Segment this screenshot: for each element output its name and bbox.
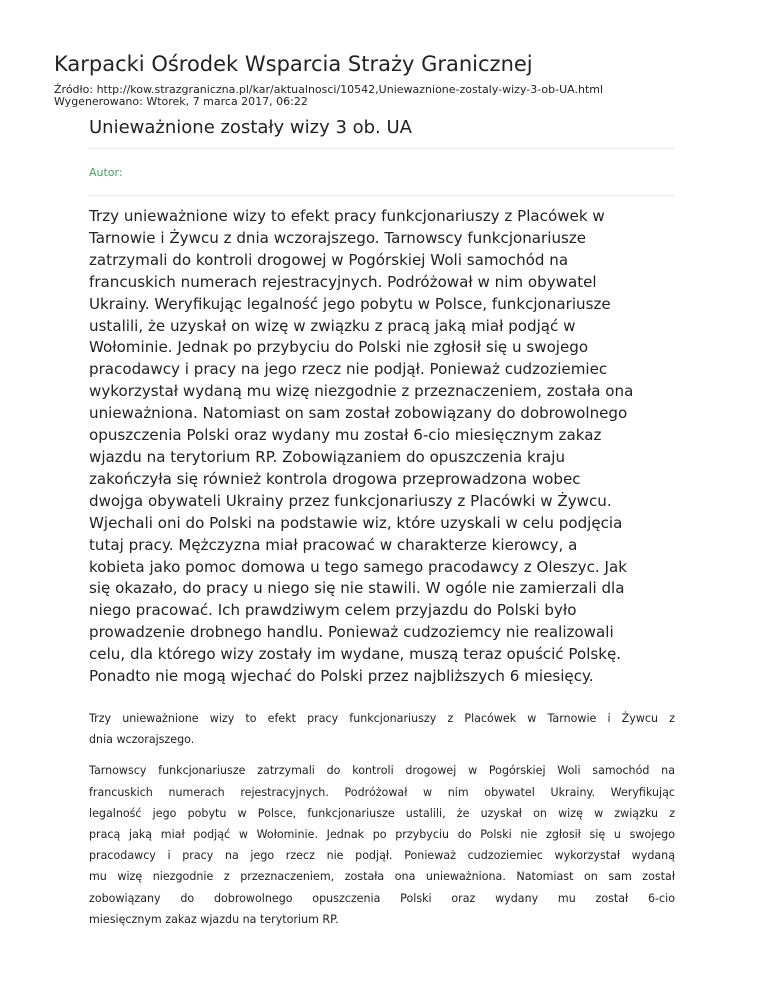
document-meta xyxy=(54,84,603,108)
author-label: Autor: xyxy=(89,165,123,179)
paragraph-2-line: pracą jaką miał podjąć w Wołominie. Jednak po przybyciu do Polski nie zgłosił się u swojego xyxy=(89,827,675,841)
lead-line: francuskich numerach rejestracyjnych. Podróżował w nim obywatel xyxy=(89,272,597,291)
lead-line: Tarnowie i Żywcu z dnia wczorajszego. Tarnowscy funkcjonariusze xyxy=(89,228,587,247)
article xyxy=(89,116,675,930)
paragraph-2-line: pracodawcy i pracy na jego rzecz nie podjął. Ponieważ cudzoziemiec wykorzystał wydaną xyxy=(89,849,675,863)
paragraph-2-line: Tarnowscy funkcjonariusze zatrzymali do kontroli drogowej w Pogórskiej Woli samochód na xyxy=(89,764,675,778)
article-paragraph-1 xyxy=(89,708,675,750)
lead-line: kobieta jako pomoc domowa u tego samego pracodawcy z Oleszyc. Jak xyxy=(89,557,627,576)
source-line: Źródło: http://kow.strazgraniczna.pl/kar/aktualnosci/10542,Uniewaznione-zostaly-wizy-3-ob-UA.html xyxy=(54,83,604,96)
paragraph-1-line: Trzy unieważnione wizy to efekt pracy funkcjonariuszy z Placówek w Tarnowie i Żywcu z xyxy=(89,711,675,725)
lead-line: zakończyła się również kontrola drogowa przeprowadzona wobec xyxy=(89,469,581,488)
site-title: Karpacki Ośrodek Wsparcia Straży Granicznej xyxy=(54,52,533,76)
generated-line: Wygenerowano: Wtorek, 7 marca 2017, 06:22 xyxy=(54,95,308,108)
lead-line: ustalili, że uzyskał on wizę w związku z pracą jaką miał podjąć w xyxy=(89,316,576,335)
lead-line: niego pracować. Ich prawdziwym celem przyjazdu do Polski było xyxy=(89,601,577,620)
lead-line: zatrzymali do kontroli drogowej w Pogórskiej Woli samochód na xyxy=(89,250,569,269)
article-paragraph-2 xyxy=(89,760,675,930)
paragraph-2-line: francuskich numerach rejestracyjnych. Podróżował w nim obywatel Ukrainy. Weryfikując xyxy=(89,785,675,799)
lead-line: unieważniona. Natomiast on sam został zobowiązany do dobrowolnego xyxy=(89,404,628,423)
paragraph-2-line: legalność jego pobytu w Polsce, funkcjonariusze ustalili, że uzyskał on wizę w związku z xyxy=(89,806,675,820)
author-divider xyxy=(89,195,675,196)
lead-line: pracodawcy i pracy na jego rzecz nie podjął. Ponieważ cudzoziemiec xyxy=(89,360,608,379)
lead-line: opuszczenia Polski oraz wydany mu został 6-cio miesięcznym zakaz xyxy=(89,426,602,445)
lead-line: Ukrainy. Weryfikując legalność jego pobytu w Polsce, funkcjonariusze xyxy=(89,294,611,313)
paragraph-2-line: miesięcznym zakaz wjazdu na terytorium RP. xyxy=(89,912,339,926)
lead-line: Ponadto nie mogą wjechać do Polski przez najbliższych 6 miesięcy. xyxy=(89,667,594,686)
paragraph-1-line: dnia wczorajszego. xyxy=(89,733,195,747)
lead-line: prowadzenie drobnego handlu. Ponieważ cudzoziemcy nie realizowali xyxy=(89,623,614,642)
article-title: Unieważnione zostały wizy 3 ob. UA xyxy=(89,117,412,138)
lead-line: Wołominie. Jednak po przybyciu do Polski nie zgłosił się u swojego xyxy=(89,338,589,357)
lead-line: wjazdu na terytorium RP. Zobowiązaniem do opuszczenia kraju xyxy=(89,447,566,466)
lead-line: dwojga obywateli Ukrainy przez funkcjonariuszy z Placówki w Żywcu. xyxy=(89,491,612,510)
lead-line: celu, dla którego wizy zostały im wydane, muszą teraz opuścić Polskę. xyxy=(89,645,622,664)
lead-line: tutaj pracy. Mężczyzna miał pracować w charakterze kierowcy, a xyxy=(89,535,578,554)
paragraph-2-line: mu wizę niezgodnie z przeznaczeniem, została ona unieważniona. Natomiast on sam został xyxy=(89,870,675,884)
author-row xyxy=(89,149,675,195)
lead-line: się okazało, do pracy u niego się nie stawili. W ogóle nie zamierzali dla xyxy=(89,579,625,598)
lead-line: Wjechali oni do Polski na podstawie wiz, które uzyskali w celu podjęcia xyxy=(89,513,623,532)
lead-line: wykorzystał wydaną mu wizę niezgodnie z przeznaczeniem, została ona xyxy=(89,382,634,401)
lead-line: Trzy unieważnione wizy to efekt pracy funkcjonariuszy z Placówek w xyxy=(89,207,605,225)
paragraph-2-line: zobowiązany do dobrowolnego opuszczenia Polski oraz wydany mu został 6-cio xyxy=(89,891,675,905)
article-lead xyxy=(89,206,675,688)
